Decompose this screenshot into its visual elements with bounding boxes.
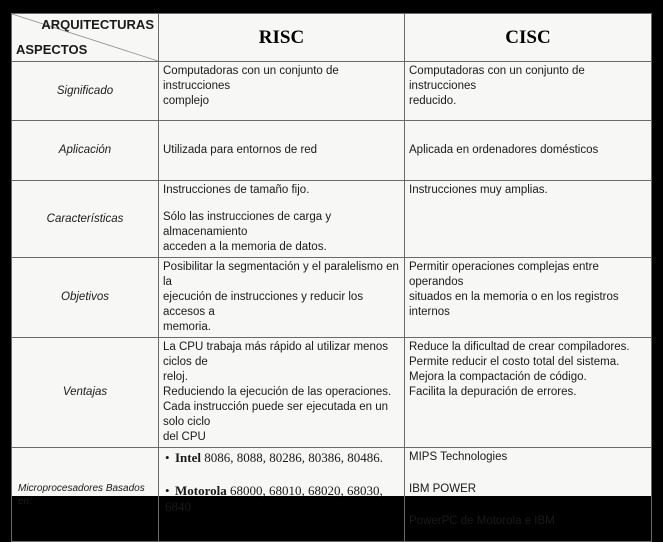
cell-line: situados en la memoria o en los registros internos <box>409 291 619 318</box>
list-item <box>163 450 400 466</box>
cell-line: Permite reducir el costo total del sistema. <box>409 356 620 368</box>
cell-line: Sólo las instrucciones de carga y almacenamiento <box>163 211 332 238</box>
aspect-label: Significado <box>12 62 159 121</box>
aspect-label: Objetivos <box>12 258 159 338</box>
aspect-label-line: en: <box>18 495 32 507</box>
comparison-sheet <box>11 13 651 527</box>
cell-line: Reduciendo la ejecución de las operaciones. <box>163 386 392 398</box>
cell-line: Computadoras con un conjunto de instrucciones <box>163 65 339 92</box>
cisc-header: CISC <box>405 14 652 62</box>
cell-line: Permitir operaciones complejas entre operandos <box>409 261 599 288</box>
cell-line: reloj. <box>163 371 188 383</box>
table-row-significado <box>12 62 652 121</box>
table-row-objetivos <box>12 258 652 338</box>
risc-cell <box>159 258 405 338</box>
cell-line: PowerPC de Motorola e IBM <box>409 515 555 527</box>
cell-line: ejecución de instrucciones y reducir los accesos a <box>163 291 364 318</box>
table-row-ventajas <box>12 338 652 448</box>
aspect-label-line: Microprocesadores Basados <box>18 482 145 494</box>
cell-line: Facilita la depuración de errores. <box>409 386 577 398</box>
cisc-cell <box>405 338 652 448</box>
risc-cell <box>159 448 405 542</box>
risc-cell <box>159 181 405 258</box>
table-row-caracteristicas <box>12 181 652 258</box>
model-list: 8086, 8088, 80286, 80386, 80486. <box>204 450 383 465</box>
cell-line: acceden a la memoria de datos. <box>163 241 327 253</box>
aspect-label: Características <box>12 181 159 258</box>
cell-line: Computadoras con un conjunto de instrucciones <box>409 65 585 92</box>
aspect-label: Aplicación <box>12 121 159 181</box>
cell-line: Reduce la dificultad de crear compiladores. <box>409 341 630 353</box>
bullet-icon: • <box>165 450 170 465</box>
cell-line: Utilizada para entornos de red <box>163 144 318 156</box>
cell-line: Instrucciones muy amplias. <box>409 184 548 196</box>
risc-cell <box>159 338 405 448</box>
corner-architectures-label: ARQUITECTURAS <box>41 17 154 32</box>
cisc-cell <box>405 258 652 338</box>
brand-name: Intel <box>175 450 201 465</box>
cell-line: complejo <box>163 95 210 107</box>
aspect-label: Ventajas <box>12 338 159 448</box>
cell-line: reducido. <box>409 95 457 107</box>
table-row-microprocesadores <box>12 448 652 542</box>
aspect-label <box>12 448 159 542</box>
table-row-aplicacion <box>12 121 652 181</box>
cisc-cell <box>405 181 652 258</box>
cell-line: IBM POWER <box>409 483 477 495</box>
cell-line: Mejora la compactación de código. <box>409 371 587 383</box>
list-item <box>163 483 400 515</box>
risc-cell <box>159 62 405 121</box>
cisc-cell <box>405 448 652 542</box>
header-row <box>12 14 652 62</box>
bullet-icon: • <box>165 483 170 498</box>
risc-header: RISC <box>159 14 405 62</box>
cell-line: MIPS Technologies <box>409 451 508 463</box>
model-list: 68000, 68010, 68020, 68030, 6840 <box>165 483 383 514</box>
cell-line: Cada instrucción puede ser ejecutada en un solo ciclo <box>163 401 389 428</box>
cell-line: Instrucciones de tamaño fijo. <box>163 184 310 196</box>
cisc-cell <box>405 62 652 121</box>
cell-line: La CPU trabaja más rápido al utilizar menos ciclos de <box>163 341 388 368</box>
brand-name: Motorola <box>175 483 227 498</box>
cell-line: memoria. <box>163 321 211 333</box>
corner-aspects-label: ASPECTOS <box>16 42 88 57</box>
corner-cell <box>12 14 159 62</box>
cell-line: del CPU <box>163 431 206 443</box>
cell-line: Posibilitar la segmentación y el paralelismo en la <box>163 261 399 288</box>
cell-line: Aplicada en ordenadores domésticos <box>409 144 599 156</box>
risc-cisc-table <box>11 13 652 542</box>
cisc-cell <box>405 121 652 181</box>
risc-cell <box>159 121 405 181</box>
